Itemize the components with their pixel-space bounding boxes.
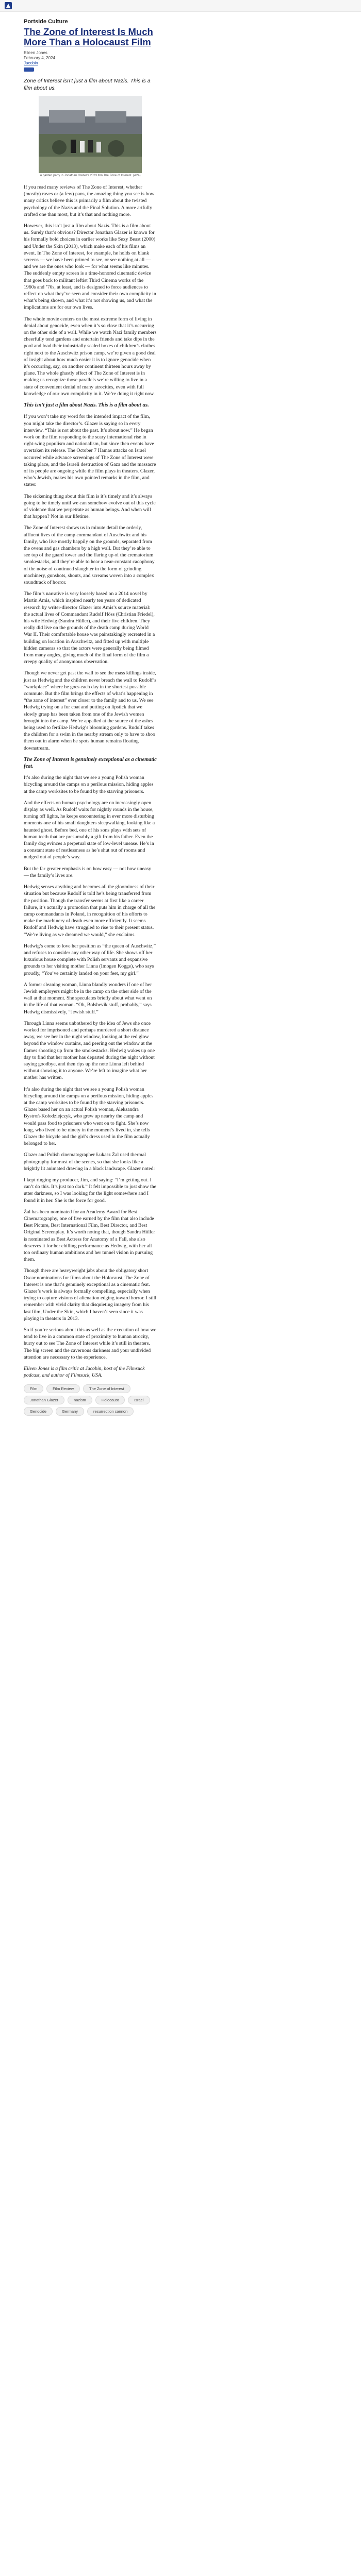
paragraph: Though we never get past the wall to see the mass killings inside, just as Hedwig and the children never breach the wall to Rudolf’s “workplace” where he goes each day in the shortest possible commute. But the film brings the effects of what’s happening in “the zone of interest” ever closer to the family and to us. We see Hedwig trying on a fur coat and putting on lipstick that we slowly grasp has been taken from one of the Jewish women brought into the camp. We’re appalled at the source of the ashes being used to fertilize Hedwig’s blooming gardens. Rudolf takes the children for a swim in the nearby stream only to have to shoo them out in alarm when he spots human remains floating downstream. (24, 670, 157, 751)
paragraph: Hedwig’s come to love her position as “the queen of Auschwitz,” and refuses to consider any other way of life. She shows off her luxurious house complete with Polish servants and expansive grounds to her visiting mother Linna (Imogen Kogge), who says proudly, “You’ve certainly landed on your feet, my girl.” (24, 943, 156, 976)
tag[interactable]: nazism (68, 1396, 92, 1404)
top-bar (0, 0, 361, 12)
paragraph: Żal has been nominated for an Academy Award for Best Cinematography, one of five earned by the film that also include Best Picture, Best International Film, Best Director, and Best Original Screenplay. It’s worth noting that, though Sandra Hüller is nominated as Best Actress for Anatomy of a Fall, she also deserves it for her chilling performance as Hedwig, with her all too ordinary human ambitions and her tunnel vision in pursuing them. (24, 1209, 155, 1263)
paragraph: So if you’re serious about this as well as the execution of how we tend to live in a common state of proximity to human atrocity, hurry out to see The Zone of Interest while it’s still in theaters. The big screen and the cavernous darkness and your undivided attention are necessary to the experience. (24, 1327, 157, 1360)
paragraph: If you won’t take my word for the intended impact of the film, you might take the director’s. Glazer is saying so in every interview. “This is not about the past. It’s about now.” He began work on the film responding to the scary international rise in right-wing populism and nationalism, but since then events have overtaken its release. The October 7 Hamas attacks on Israel occurred while advance screenings of The Zone of Interest were taking place, and the Israeli destruction of Gaza and the massacre of its people are ongoing while the film plays in theaters. Glazer, who’s Jewish, makes his own pointed remarks in the film, and states: (24, 414, 156, 488)
lead: Zone of Interest isn’t just a film about Nazis. This is a film about us. (24, 78, 151, 91)
author: Eileen Jones (24, 50, 47, 55)
paragraph: The Zone of Interest shows us in minute detail the orderly, affluent lives of the camp commandant of Auschwitz and his family, who live mostly happily on the grounds, separated from the ovens and gas chambers by a high wall. But they’re able to see top of the guard tower and the flaring up of the crematorium smokestacks, and they’re able to hear a near-constant cacophony of the noise of continued slaughter in the form of grinding machinery, gunshots, shouts, and screams woven into a complex soundtrack of horror. (24, 525, 155, 585)
tag[interactable]: Germany (56, 1407, 84, 1416)
tag[interactable]: Genocide (24, 1407, 53, 1416)
paragraph: But the far greater emphasis is on how easy — not how uneasy — the family’s lives are. (24, 866, 152, 878)
tag[interactable]: Film Review (46, 1384, 80, 1393)
author-bio: Eileen Jones is a film critic at Jacobin, host of the Filmsuck podcast, and author of Filmsuck, USA. (24, 1366, 145, 1379)
paragraph: Hedwig senses anything and becomes all the gloominess of their situation but because Rudolf is told he’s being transferred from the position. Though the transfer seems at first like a career failure, it’s actually a promotion that puts him in charge of all the camp commandants in Poland, in recognition of his efforts to make the machinery of death even more efficiently. It seems Rudolf and Hedwig have struggled to rise to their present status. “We’re living as we dreamed we would,” she exclaims. (24, 884, 156, 938)
paragraph: Through Linna seems unbothered by the idea of Jews she once worked for imprisoned and perhaps murdered a short distance away, we see her in the night window, looking at the red glow beyond the window curtains, and peering out the window at the flames shooting up from the smokestacks. Hedwig wakes up one day to find that her mother has departed during the night without saying goodbye, and then rips up the note Linna left behind without showing it to anyone. We’re left to imagine what her mother has written. (24, 1020, 155, 1081)
tag[interactable]: Jonathan Glazer (24, 1396, 64, 1404)
article-meta (24, 50, 157, 73)
paragraph: The film’s narrative is very loosely based on a 2014 novel by Martin Amis, which inspired nearly ten years of dedicated research by writer-director Glazer into Amis’s source material: the actual lives of Commandant Rudolf Höss (Christian Friedel), his wife Hedwig (Sandra Hüller), and their five children. They really did live on the grounds of the death camp during World War II. Their comfortable house was painstakingly recreated in a building on location in Auschwitz, and fitted up with multiple hidden cameras so that the actors were generally being filmed from many angles, giving much of the final form of the film a creepy quality of anonymous observation. (24, 591, 155, 665)
source[interactable]: Jacobin (24, 61, 38, 65)
paragraph: If you read many reviews of The Zone of Interest, whether (mostly) raves or (a few) pans, the amazing thing you see is how many critics believe this is primarily a film about the twisted psychology of the Nazis and the Final Solution. A more artfully crafted one than most, but it’s that and nothing more. (24, 184, 155, 217)
quote: I kept ringing my producer, Jim, and saying: “I’m getting out. I can’t do this. It’s just too dark.” It felt impossible to just show the utter darkness, so I was looking for the light somewhere and I found it in her. She is the force for good. (24, 1177, 156, 1204)
paragraph: And the effects on human psychology are on increasingly open display as well. As Rudolf waits for nightly rounds in the house, turning off lights, he keeps encountering in ever more disturbing moments one of his small daughters sleepwalking, looking like a haunted ghost. Before bed, one of his sons plays with sets of human teeth that are presumably a gift from his father. Even the family dog evinces a perpetual state of low-level unease. He’s in a constant state of restlessness as he’s shut out of rooms and nudged out of people’s way. (24, 800, 155, 860)
paragraph: However, this isn’t just a film about Nazis. This is a film about us. Surely that’s obvious? Director Jonathan Glazer is known for his formally bold choices in earlier works like Sexy Beast (2000) and Under the Skin (2013), which make each of his films an event. In The Zone of Interest, for example, he holds on blank screens — we have been primed to see, or see nothing at all — and we are the ones who look — for what seems like minutes. The suddenly empty screen is a time-honored cinematic device that goes back to militant leftist Third Cinema works of the 1960s and ’70s, at least, and is designed to force audiences to reflect on what they’ve seen and consider their own complicity in what’s being shown, and what it’s not showing us, and what the implications are for our own lives. (24, 223, 156, 311)
figure (39, 96, 142, 178)
tag[interactable]: resurrection cannon (87, 1407, 134, 1416)
paragraph: Though there are heavyweight jabs about the obligatory short Oscar nominations for films about the Holocaust, The Zone of Interest is one that’s genuinely exceptional as a cinematic feat. Glazer’s work is always formally compelling, especially when trying to capture visions of alienation edging toward horror. I still remember with vivid clarity that disquieting imagery from his last film, Under the Skin, which I haven’t seen since it was playing in theaters in 2013. (24, 1268, 157, 1321)
article (24, 15, 157, 1422)
tag[interactable]: Film (24, 1384, 43, 1393)
paragraph: The whole movie centers on the most extreme form of living in denial about genocide, even when it’s so close that it’s occurring on the other side of a wall. While we watch Nazi family members cheerfully tend gardens and entertain friends and take dips in the pool and load their industrially sealed boxes of children’s clothes right next to the Auschwitz prison camp, we’re given a good deal of insight about how much easier it is to ignore genocide when it’s occurring, say, on another continent thirteen hours away by plane. The whole ghastly effect of The Zone of Interest is in making us recognize those parallels we’re willing to live in a state of convenient denial of many atrocities, even with full knowledge of our own complicity in it. We’re doing it right now. (24, 316, 157, 397)
section-label[interactable]: Portside Culture (24, 19, 68, 25)
article-title[interactable]: The Zone of Interest Is Much More Than a Holocaust Film (24, 26, 153, 47)
tag[interactable]: Holocaust (95, 1396, 125, 1404)
date: February 4, 2024 (24, 56, 55, 60)
paragraph: Glazer and Polish cinematographer Łukasz Żal used thermal photography for most of the scenes, so that she looks like a brightly lit animated drawing in a black landscape. Glazer noted: (24, 1152, 155, 1172)
pull-quote: The Zone of Interest is genuinely exceptional as a cinematic feat. (24, 756, 157, 770)
paragraph: A former cleaning woman, Linna blandly wonders if one of her Jewish employers might be in the camp on the other side of the wall at that moment. She speculates briefly about what went on in the life of that woman. “Oh, Bolshevik stuff, probably,” says Hedwig dismissively, “Jewish stuff.” (24, 981, 152, 1015)
paragraph: It’s also during the night that we see a young Polish woman bicycling around the camps on a perilous mission, hiding apples at the camp worksites to be found by the starving prisoners. Glazer based her on an actual Polish woman, Aleksandra Bystroń-Kołodziejczyk, who grew up nearby the camp and would pass food to prisoners who went on to fight. She’s now long, who lived to be ninety in the moment’s lived in, she tells Glazer the bicycle and the girl’s dress used in the film actually belonged to her. (24, 1086, 154, 1147)
tag[interactable]: The Zone of Interest (83, 1384, 130, 1393)
tag-list (24, 1384, 157, 1416)
portside-logo-icon[interactable] (4, 2, 12, 10)
photo-caption: A garden party in Jonathan Glazer’s 2023 film The Zone of Interest. (A24) (40, 174, 141, 177)
paragraph: It’s also during the night that we see a young Polish woman bicycling around the camps on a perilous mission, hiding apples at the camp worksites to be found by the starving prisoners. (24, 775, 154, 794)
pull-quote: This isn’t just a film about Nazis. This is a film about us. (24, 402, 149, 409)
film-still-photo (39, 96, 142, 173)
tag[interactable]: Israel (128, 1396, 150, 1404)
quote: The sickening thing about this film is it’s timely and it’s always going to be timely until we can somehow evolve out of this cycle of violence that we perpetrate as human beings. And when will that happen? Not in our lifetime. (24, 493, 156, 520)
article-body (24, 184, 157, 1379)
share-button[interactable] (24, 67, 34, 72)
